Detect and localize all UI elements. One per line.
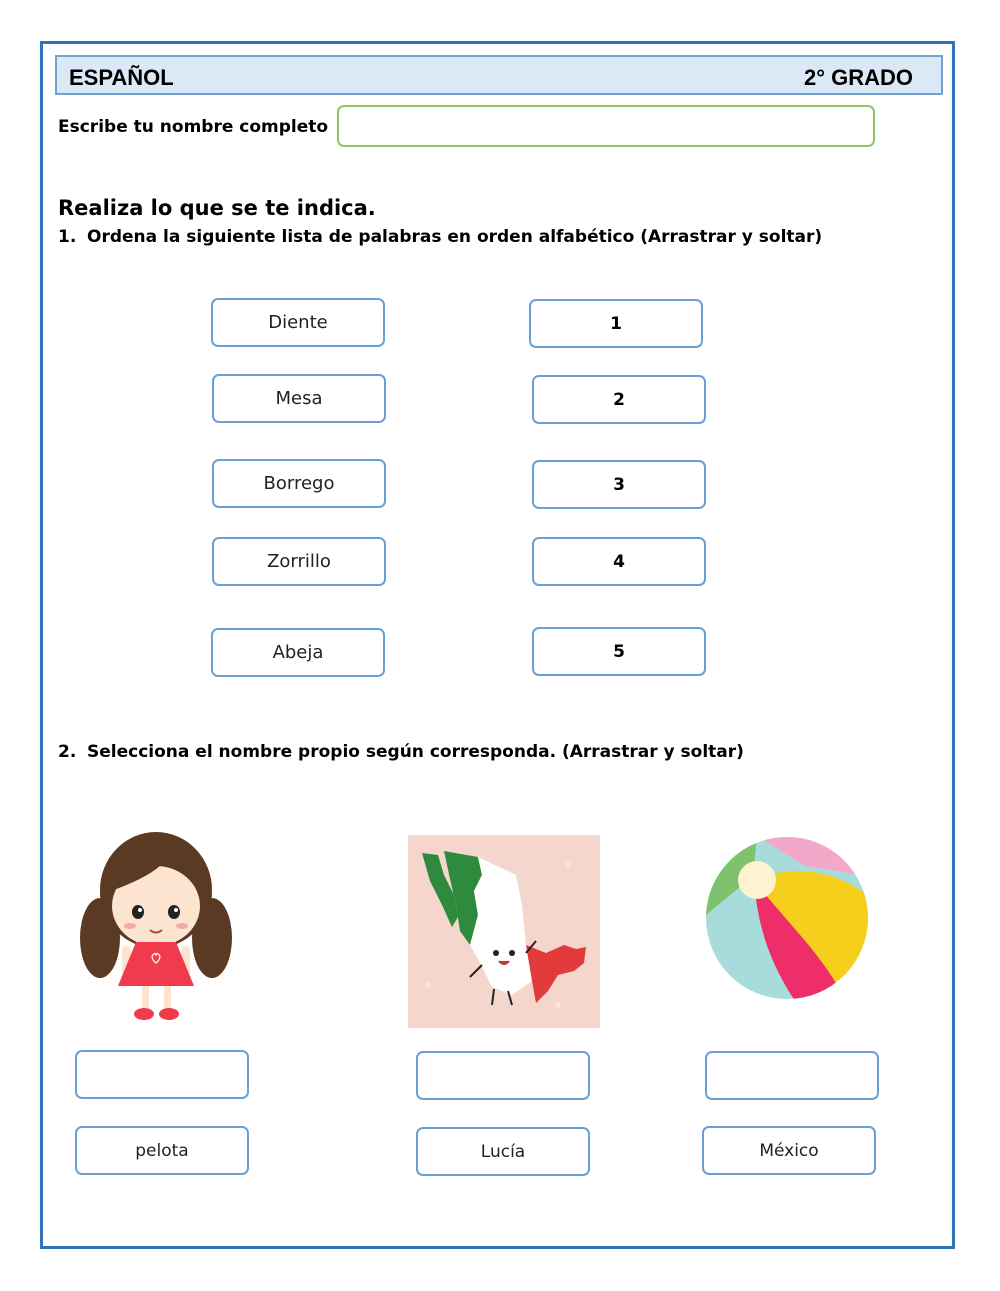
drop-target-mexico[interactable] [416,1051,590,1100]
answer-tile-pelota[interactable]: pelota [75,1126,249,1175]
beach-ball-image [705,836,869,1001]
order-slot-4[interactable]: 4 [532,537,706,586]
word-tile-abeja[interactable]: Abeja [211,628,385,677]
word-tile-diente[interactable]: Diente [211,298,385,347]
name-label: Escribe tu nombre completo [58,117,329,137]
answer-tile-lucia[interactable]: Lucía [416,1127,590,1176]
question-1 [58,227,822,247]
word-tile-zorrillo[interactable]: Zorrillo [212,537,386,586]
order-slot-3[interactable]: 3 [532,460,706,509]
order-slot-5[interactable]: 5 [532,627,706,676]
order-slot-2[interactable]: 2 [532,375,706,424]
subject-title: ESPAÑOL [69,65,174,90]
drop-target-girl[interactable] [75,1050,249,1099]
word-tile-borrego[interactable]: Borrego [212,459,386,508]
question-1-number: 1. [58,227,77,247]
name-input[interactable] [337,105,875,147]
word-tile-mesa[interactable]: Mesa [212,374,386,423]
grade-label: 2° GRADO [803,65,913,90]
girl-image [78,828,234,1026]
question-2 [58,742,744,762]
mexico-map-image [408,835,600,1028]
question-1-text: Ordena la siguiente lista de palabras en orden alfabético (Arrastrar y soltar) [87,227,823,247]
question-2-text: Selecciona el nombre propio según corresponda. (Arrastrar y soltar) [87,742,744,762]
question-2-number: 2. [58,742,77,762]
order-slot-1[interactable]: 1 [529,299,703,348]
drop-target-ball[interactable] [705,1051,879,1100]
worksheet-header [55,55,943,95]
instructions-heading: Realiza lo que se te indica. [58,196,376,220]
ball-cap [738,861,776,899]
answer-tile-mexico[interactable]: México [702,1126,876,1175]
